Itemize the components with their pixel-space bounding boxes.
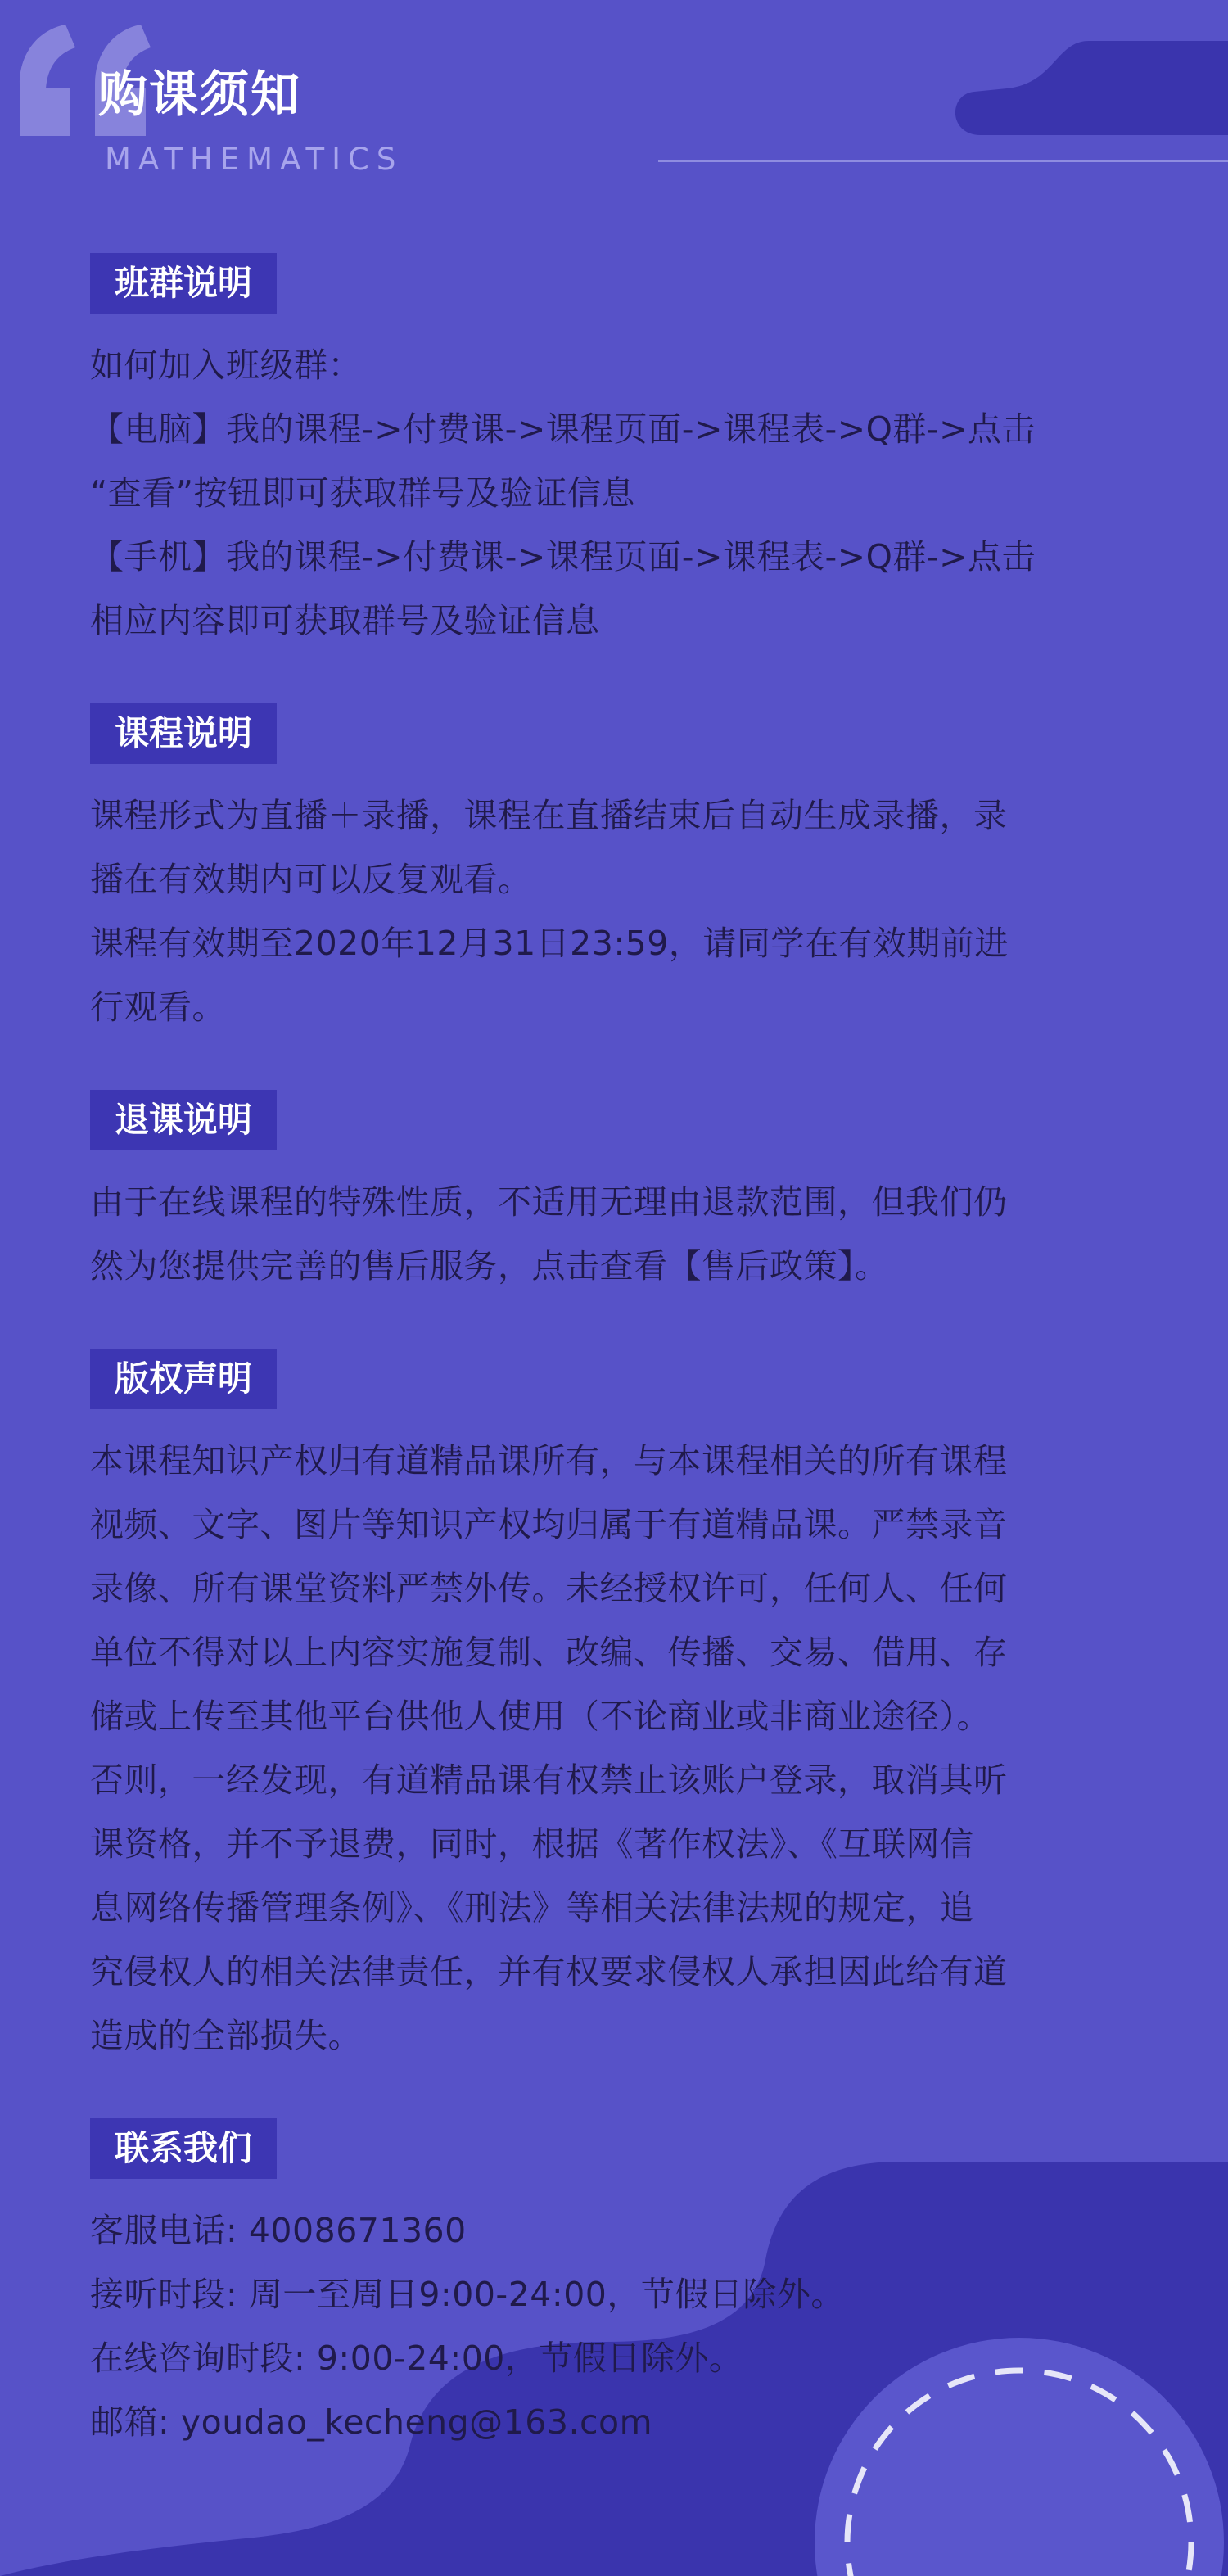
section-text: [90, 2199, 1154, 2454]
text-line: 单位不得对以上内容实施复制、改编、传播、交易、借用、存: [90, 1633, 1008, 1672]
header-divider: [658, 160, 1228, 162]
text-line: 造成的全部损失。: [90, 2016, 362, 2055]
notice-content: [90, 253, 1154, 2505]
text-line: 息网络传播管理条例》、《刑法》等相关法律法规的规定，追: [90, 1888, 974, 1927]
text-line: 由于在线课程的特殊性质，不适用无理由退款范围，但我们仍: [90, 1182, 1008, 1222]
section-class-group: [90, 253, 1154, 653]
section-label: 联系我们: [90, 2118, 277, 2179]
text-line: 储或上传至其他平台供他人使用（不论商业或非商业途径）。: [90, 1697, 991, 1736]
text-line: 否则，一经发现，有道精品课有权禁止该账户登录，取消其听: [90, 1760, 1008, 1800]
page-header: [0, 0, 1228, 197]
section-copyright: [90, 1349, 1154, 2068]
section-label: 课程说明: [90, 703, 277, 764]
text-line: 【手机】我的课程->付费课->课程页面->课程表->Q群->点击: [90, 537, 1036, 576]
text-line: 【电脑】我的课程->付费课->课程页面->课程表->Q群->点击: [90, 409, 1036, 449]
text-line: 播在有效期内可以反复观看。: [90, 860, 532, 899]
text-line: 行观看。: [90, 987, 226, 1027]
page-subtitle: MATHEMATICS: [105, 142, 404, 177]
contact-hours: 接听时段: 周一至周日9:00-24:00，节假日除外。: [90, 2275, 845, 2314]
text-line: 本课程知识产权归有道精品课所有，与本课程相关的所有课程: [90, 1441, 1008, 1480]
text-line: “查看”按钮即可获取群号及验证信息: [90, 473, 635, 513]
section-contact: [90, 2118, 1154, 2454]
section-text: [90, 784, 1154, 1039]
section-text: [90, 333, 1154, 653]
text-line: 录像、所有课堂资料严禁外传。未经授权许可，任何人、任何: [90, 1569, 1008, 1608]
page-title: 购课须知: [98, 66, 301, 124]
section-label: 退课说明: [90, 1090, 277, 1150]
section-refund: [90, 1090, 1154, 1298]
text-line: 究侵权人的相关法律责任，并有权要求侵权人承担因此给有道: [90, 1952, 1008, 1991]
section-label: 班群说明: [90, 253, 277, 314]
text-line: 课资格，并不予退费，同时，根据《著作权法》、《互联网信: [90, 1824, 974, 1864]
text-line: 相应内容即可获取群号及验证信息: [90, 601, 600, 640]
text-line: 然为您提供完善的售后服务，点击查看【售后政策】。: [90, 1246, 889, 1286]
text-line: 课程有效期至2020年12月31日23:59，请同学在有效期前进: [90, 924, 1009, 963]
section-course-info: [90, 703, 1154, 1039]
contact-phone: 客服电话: 4008671360: [90, 2211, 467, 2250]
section-label: 版权声明: [90, 1349, 277, 1409]
section-text: [90, 1429, 1154, 2068]
section-text: [90, 1170, 1154, 1298]
text-line: 课程形式为直播＋录播，课程在直播结束后自动生成录播，录: [90, 796, 1008, 835]
contact-online-hours: 在线咨询时段: 9:00-24:00，节假日除外。: [90, 2339, 743, 2378]
contact-email: 邮箱: youdao_kecheng@163.com: [90, 2402, 653, 2442]
text-line: 视频、文字、图片等知识产权均归属于有道精品课。严禁录音: [90, 1505, 1008, 1544]
text-line: 如何加入班级群：: [90, 346, 362, 385]
